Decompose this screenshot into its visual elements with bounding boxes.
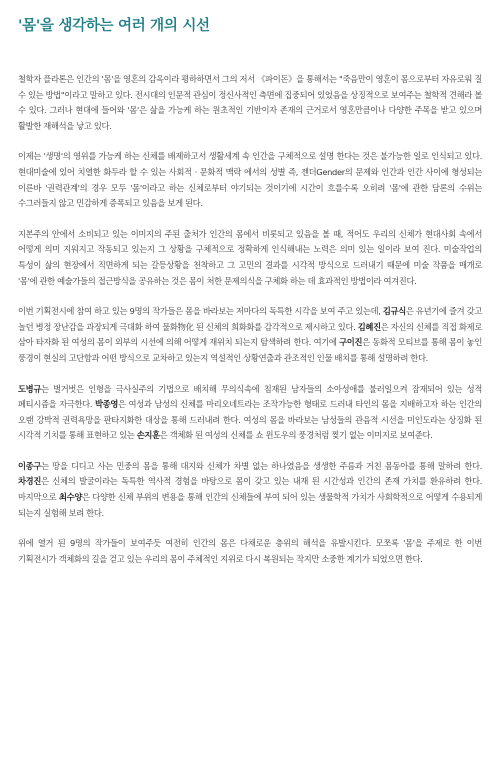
- artist-name: 김규식: [382, 306, 406, 317]
- page-title: '몸'을 생각하는 여러 개의 시선: [18, 18, 210, 34]
- essay-paragraph: [18, 149, 482, 211]
- artist-name: 최수양: [58, 492, 82, 503]
- paragraph-text: 은 여성과 남성의 신체를 마리오네트라는 조작가능한 형태로 드러내 타인의 몸을 지배하고자 하는 인간의 오랜 강박적 권력욕망을 판타지화한 대상을 통해 드러내려 한다. 여성의 몸을 바라보는 남성들의 관음적 시선을 미인도라는 상징화 된 시각적 기치를 통해 표현하고 있는: [18, 399, 482, 441]
- paragraph-text: 이번 기획전시에 참여 하고 있는 9명의 작가들은 몸을 바라보는 저마다의 독특한 시각을 보여 주고 있는데,: [18, 306, 383, 317]
- essay-paragraph: [18, 382, 482, 444]
- essay-paragraph: [18, 227, 482, 289]
- paragraph-text: 지본주의 안에서 소비되고 있는 이미지의 주된 출처가 인간의 몸에서 비롯되고 있음을 볼 때, 적어도 우리의 신체가 현대사회 속에서 어떻게 의미 지워지고 작동되고 있는지 그 상황을 구체적으로 정확하게 인식해내는 노력은 의미 있는 일이라 보여 진다. 미술작업의 특성이 삶의 현장에서 직면하게 되는 갈등상황을 천착하고 그 고민의 결과를 시각적 방식으로 드러내기 때문에 미술 작품을 매개로 '몸'에 관한 예술가들의 접근방식을 공유하는 것은 몸이 처한 문제의식을 구체화 하는 데 효과적인 방법이라 여겨진다.: [18, 228, 482, 286]
- paragraph-text: 는 땅을 디디고 사는 민중의 몸을 통해 대지와 신체가 차별 없는 하나였음을 생생한 주름과 거친 몸동아를 통해 말하려 한다.: [41, 460, 482, 471]
- paragraph-text: 은 다양한 신체 부위의 변용을 통해 인간의 신체들에 부여 되어 있는 생물학적 가치가 사회학적으로 어떻게 수용되게 되는지 실험해 보려 한다.: [18, 492, 482, 518]
- essay-paragraph: [18, 536, 482, 567]
- paragraph-text: 은 동화적 모티브를 통해 몸이 놓인 풍경이 현실의 고단함과 어떤 방식으로 교차하고 있는지 역설적인 상황연출과 관조적인 인물 배치를 통해 설명하려 한다.: [18, 337, 482, 363]
- artist-name: 구이진: [339, 337, 363, 348]
- artist-name: 박종영: [95, 399, 119, 410]
- paragraph-text: 는 벌거벗은 인형을 극사실주의 기법으로 배치해 무의식속에 침재된 남자들의 소아성애를 불러일으켜 잠재되어 있는 성적 페티시즘을 자극한다.: [18, 383, 482, 410]
- artist-name: 김혜진: [357, 321, 381, 332]
- essay-paragraph: [18, 459, 482, 521]
- paragraph-text: 은 유년기에 즐겨 갖고 놀던 병정 장난감을 과장되게 극대화 하여 물화物化 된 신체의 희화화를 감각적으로 제시하고 있다.: [18, 306, 482, 332]
- paragraph-text: 철학자 플라톤은 인간의 '몸'을 영혼의 감옥이라 평하하면서 그의 저서 《파이돈》을 통해서는 "죽음만이 영혼이 몸으로부터 자유로워 질 수 있는 방법"이라고 말하고 있다. 전시대의 인문적 관심이 정신사적인 측면에 집중되어 있었음을 상징적으로 보여주는 철학적 견해라 볼 수 있다. 그러나 현대에 들어와 '몸'은 삶을 가능케 하는 원초적인 기반이자 존재의 근거로서 영혼만큼이나 다양한 주목을 받고 있으며 활발한 재해석을 낳고 있다.: [18, 74, 482, 131]
- paragraph-text: 위에 열거 된 9명의 작가들이 보여주듯 여전히 인간의 몸은 다채로운 층위의 해석을 유발시킨다. 모쪼록 '몸'을 주제로 한 이번 기획전시가 객체화의 길을 걷고 있는 우리의 몸이 주체적인 지위로 다시 복원되는 작지만 소중한 계기가 되었으면 한다.: [18, 538, 482, 564]
- essay-paragraph: [18, 72, 482, 134]
- artist-name: 도병규: [18, 383, 41, 394]
- artist-name: 이종구: [18, 460, 41, 471]
- paragraph-text: 이제는 '생명'의 영위를 가능케 하는 신체를 배제하고서 생활세계 속 인간을 구체적으로 설명 한다는 것은 불가능한 일로 인식되고 있다. 현대미술에 있어 치열한 화두라 할 수 있는 사회적 · 문화적 맥락 에서의 성별 즉, 젠더Gender의 문제와 인간과 인간 사이에 형성되는 이른바 '권력관계'의 경우 모두 '몸'이라고 하는 신체로부터 야기되는 것이기에 시간이 흐를수록 오히려 '몸'에 관한 담론의 수위는 수그러들지 않고 민감하게 증폭되고 있음을 보게 된다.: [18, 151, 482, 209]
- paragraph-text: 은 객체화 된 여성의 신체를 쇼 윈도우의 풍경처럼 찢기 없는 이미지로 보여준다.: [159, 430, 433, 441]
- paragraph-text: 은 신체의 발굴이라는 독특한 역사적 경험을 바탕으로 몸이 갖고 있는 내재 된 시간성과 인간의 존재 가치를 환유하려 한다. 마지막으로: [18, 476, 482, 503]
- essay-paragraph: [18, 304, 482, 366]
- artist-name: 손지훈: [136, 430, 160, 441]
- essay-body: [18, 72, 482, 582]
- artist-name: 차경진: [18, 476, 41, 487]
- paragraph-text: 은 자신의 신체를 직접 화제로 삼아 타자화 된 여성의 몸이 외부의 시선에 의해 어떻게 재위치 되는지 탐색하려 한다. 여기에: [18, 321, 482, 348]
